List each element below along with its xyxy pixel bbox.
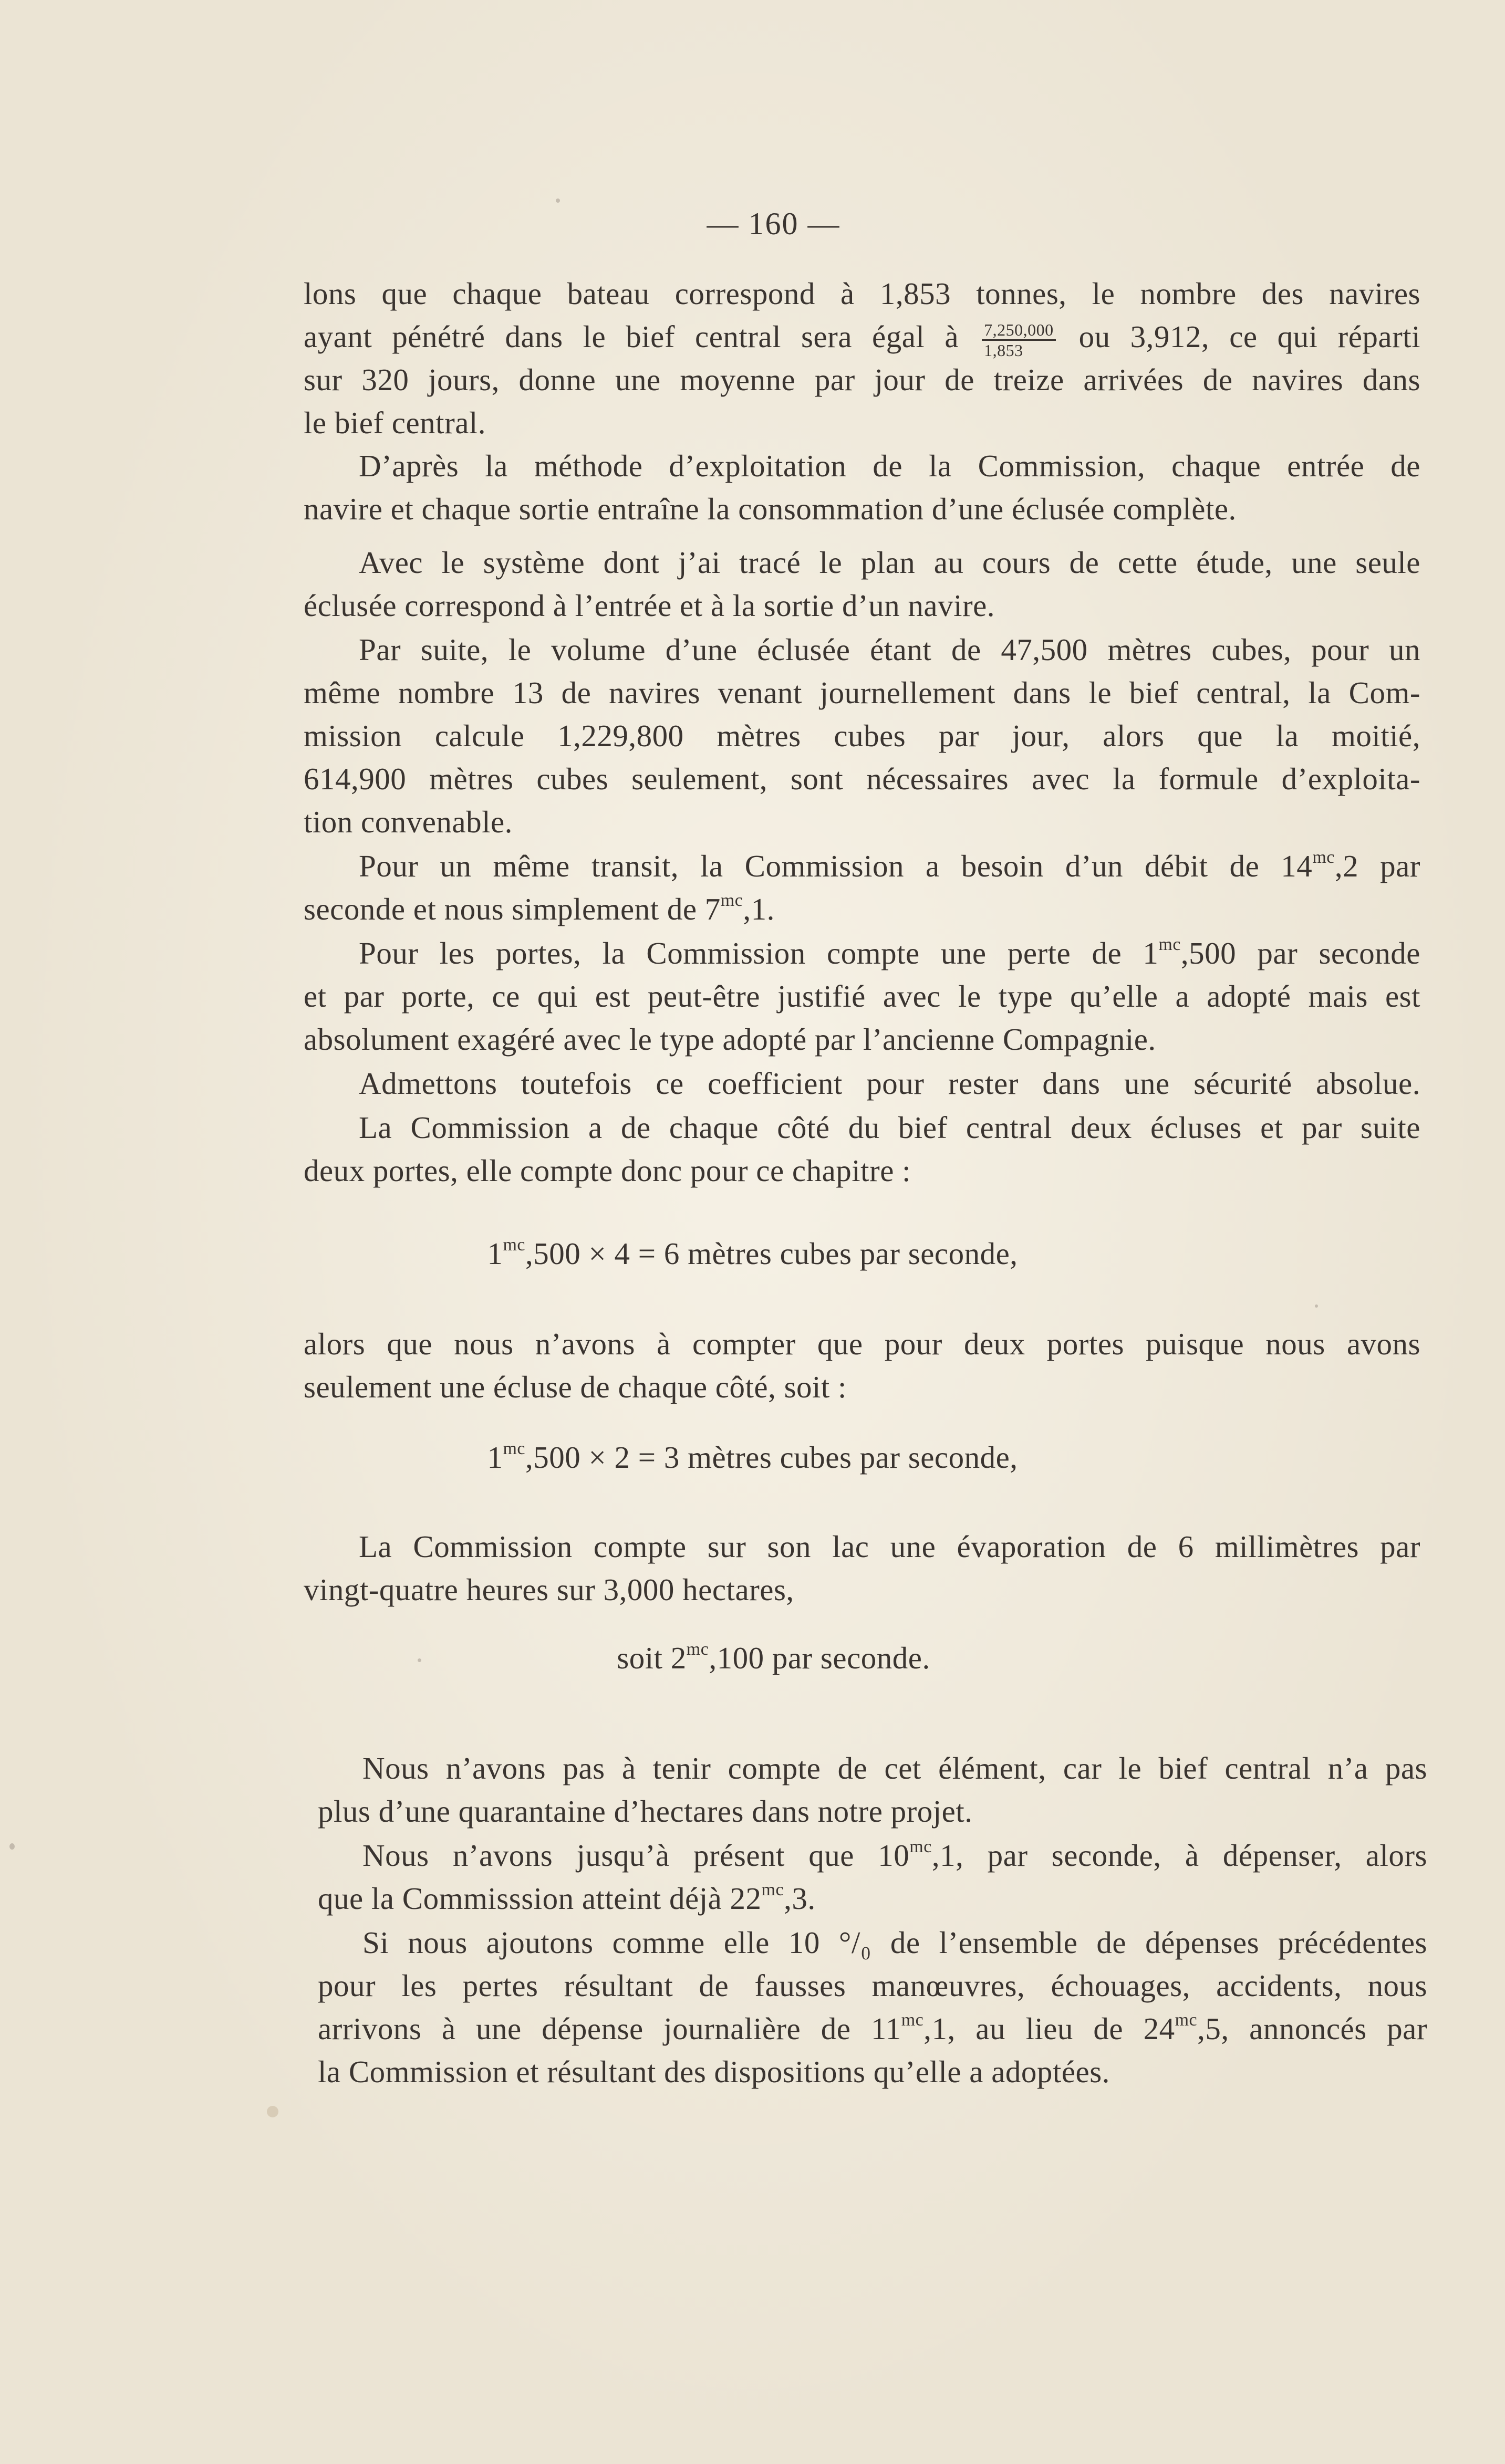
equation	[0, 1636, 1505, 1679]
text-line	[0, 932, 1505, 975]
text-fragment: ,1, au lieu de 24	[923, 2011, 1175, 2046]
equation	[0, 1436, 1505, 1479]
text-fragment: 1	[487, 1236, 503, 1271]
text-fragment: Pour les portes, la Commission compte une perte de 1	[359, 936, 1159, 970]
fraction-denominator: 1,853	[984, 340, 1023, 360]
fraction-numerator: 7,250,000	[982, 320, 1056, 341]
text-fragment: ,500 × 4 = 6 mètres cubes par seconde,	[525, 1236, 1018, 1271]
text-fragment: ,500 × 2 = 3 mètres cubes par seconde,	[525, 1440, 1018, 1475]
text-line: le bief central.	[304, 405, 486, 440]
text-line: pour les pertes résultant de fausses manœuvres, échouages, accidents, nous	[318, 1968, 1427, 2003]
equation	[0, 1232, 1505, 1275]
text-fragment: ,1.	[743, 892, 775, 926]
text-fragment: ,2 par	[1334, 849, 1420, 883]
text-line: la Commission et résultant des dispositions qu’elle a adoptées.	[318, 2054, 1110, 2089]
text-line	[0, 844, 1505, 888]
unit-superscript: mc	[761, 1880, 784, 1899]
text-line	[0, 1877, 1505, 1920]
unit-superscript: mc	[909, 1837, 932, 1856]
text-line: Admettons toutefois ce coefficient pour rester dans une sécurité absolue.	[359, 1066, 1420, 1101]
text-fragment: ou 3,912, ce qui réparti	[1078, 319, 1421, 354]
text-fragment: ,1, par seconde, à dépenser, alors	[931, 1838, 1427, 1873]
text-fragment: ,100 par seconde.	[709, 1641, 930, 1675]
text-fragment: 1	[487, 1440, 503, 1475]
unit-superscript: mc	[901, 2010, 924, 2030]
text-line: même nombre 13 de navires venant journellement dans le bief central, la Com-	[304, 675, 1420, 710]
text-fragment: arrivons à une dépense journalière de 11	[318, 2011, 901, 2046]
unit-superscript: mc	[1158, 935, 1181, 954]
page-number: — 160 —	[707, 206, 840, 241]
text-fragment: Nous n’avons jusqu’à présent que 10	[362, 1838, 910, 1873]
text-line: sur 320 jours, donne une moyenne par jour de treize arrivées de navires dans	[304, 362, 1420, 397]
text-line	[0, 1834, 1505, 1877]
unit-superscript: mc	[1175, 2010, 1198, 2030]
text-line: deux portes, elle compte donc pour ce chapitre :	[304, 1153, 911, 1188]
unit-superscript: mc	[503, 1439, 526, 1458]
text-line	[0, 888, 1505, 931]
text-line: absolument exagéré avec le type adopté par l’ancienne Compagnie.	[304, 1022, 1156, 1057]
text-fragment: ayant pénétré dans le bief central sera égal à	[304, 319, 959, 354]
text-fragment: seconde et nous simplement de 7	[304, 892, 721, 926]
unit-superscript: mc	[720, 891, 743, 910]
text-line: et par porte, ce qui est peut-être justifié avec le type qu’elle a adopté mais est	[304, 979, 1420, 1014]
text-line: Par suite, le volume d’une éclusée étant de 47,500 mètres cubes, pour un	[359, 632, 1420, 667]
text-line: mission calcule 1,229,800 mètres cubes par jour, alors que la moitié,	[304, 718, 1420, 753]
text-line: La Commission compte sur son lac une évaporation de 6 millimètres par	[359, 1529, 1420, 1564]
text-fragment: ,3.	[784, 1881, 816, 1916]
text-line: éclusée correspond à l’entrée et à la sortie d’un navire.	[304, 588, 995, 623]
text-line: Nous n’avons pas à tenir compte de cet élément, car le bief central n’a pas	[362, 1751, 1427, 1786]
unit-superscript: mc	[503, 1235, 526, 1255]
text-line: 614,900 mètres cubes seulement, sont nécessaires avec la formule d’exploita-	[304, 761, 1420, 796]
fraction	[982, 320, 1056, 360]
text-fragment: ,500 par seconde	[1180, 936, 1420, 970]
text-line: seulement une écluse de chaque côté, soit :	[304, 1370, 847, 1404]
text-fragment: que la Commisssion atteint déjà 22	[318, 1881, 762, 1916]
text-line	[0, 2007, 1505, 2050]
paper-speck	[418, 1658, 421, 1662]
text-line: plus d’une quarantaine d’hectares dans notre projet.	[318, 1794, 973, 1829]
unit-superscript: mc	[1312, 848, 1335, 867]
text-line: tion convenable.	[304, 805, 513, 839]
text-line: La Commission a de chaque côté du bief central deux écluses et par suite	[359, 1110, 1420, 1145]
unit-superscript: mc	[686, 1640, 709, 1659]
paper-speck	[556, 199, 560, 203]
text-line: Si nous ajoutons comme elle 10 °/₀ de l’ensemble de dépenses précédentes	[362, 1925, 1427, 1960]
text-line: Avec le système dont j’ai tracé le plan au cours de cette étude, une seule	[359, 545, 1420, 580]
text-line: vingt-quatre heures sur 3,000 hectares,	[304, 1572, 794, 1607]
paper-stain	[267, 2106, 278, 2117]
text-fragment: Pour un même transit, la Commission a besoin d’un débit de 14	[359, 849, 1313, 883]
paper-speck	[9, 1843, 15, 1850]
text-fragment: soit 2	[617, 1641, 687, 1675]
text-line: alors que nous n’avons à compter que pour deux portes puisque nous avons	[304, 1327, 1420, 1361]
text-fragment: ,5, annoncés par	[1197, 2011, 1427, 2046]
text-line	[0, 315, 1505, 358]
text-line: D’après la méthode d’exploitation de la Commission, chaque entrée de	[359, 448, 1420, 483]
paper-speck	[1315, 1304, 1318, 1308]
text-line: navire et chaque sortie entraîne la consommation d’une éclusée complète.	[304, 492, 1237, 526]
text-line: lons que chaque bateau correspond à 1,853 tonnes, le nombre des navires	[304, 276, 1420, 311]
